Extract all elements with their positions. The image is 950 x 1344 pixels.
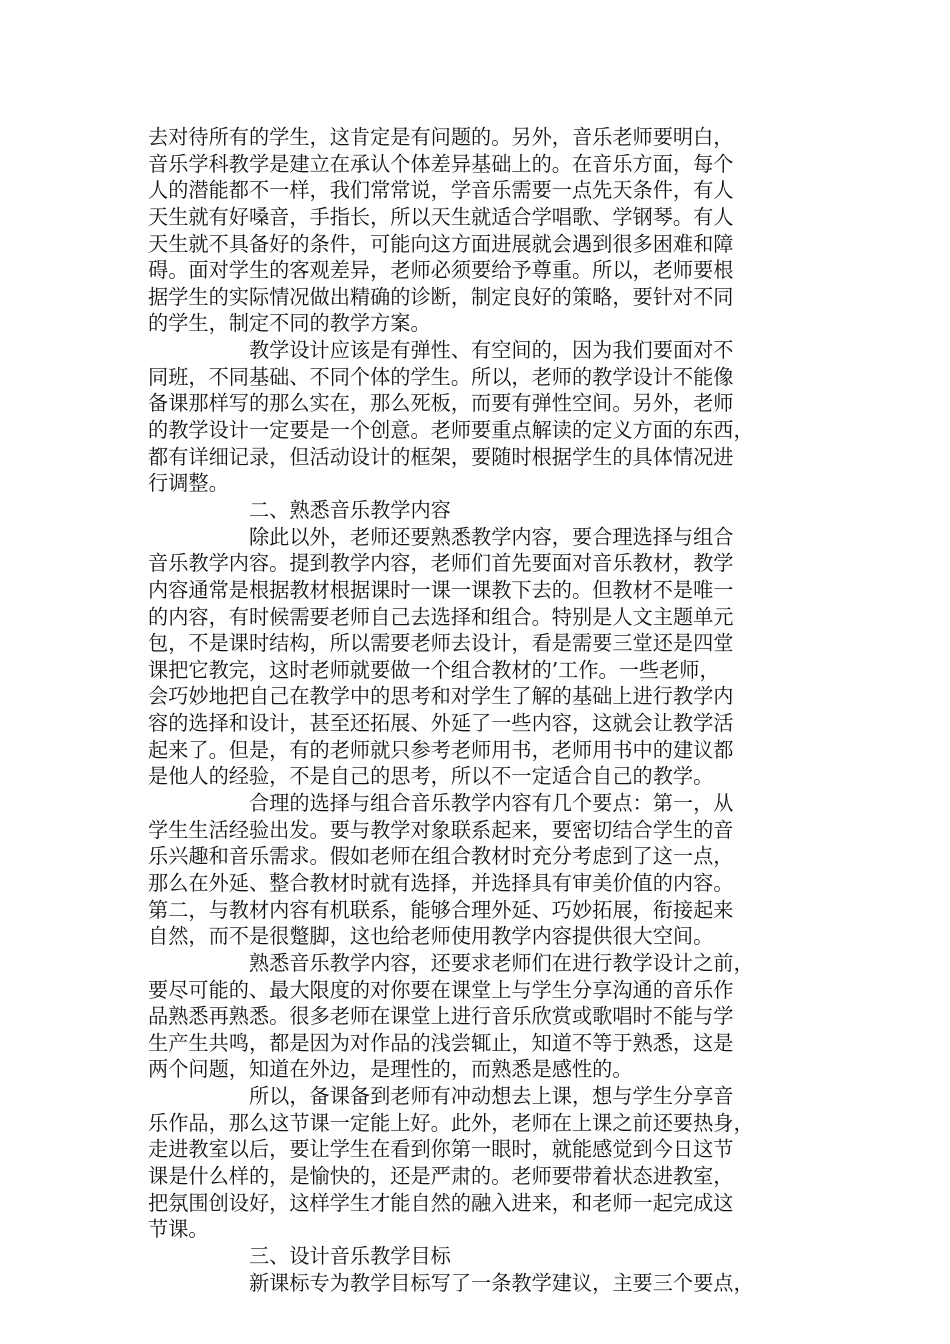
document-body	[148, 124, 820, 1296]
text-line: 乐作品，那么这节课一定能上好。此外，老师在上课之前还要热身，	[148, 1110, 754, 1135]
text-line: 熟悉音乐教学内容，还要求老师们在进行教学设计之前，	[148, 950, 754, 975]
text-line: 第二，与教材内容有机联系，能够合理外延、巧妙拓展，衔接起来	[148, 897, 734, 922]
text-line: 音乐教学内容。提到教学内容，老师们首先要面对音乐教材，教学	[148, 551, 734, 576]
text-line: 是他人的经验，不是自己的思考，所以不一定适合自己的教学。	[148, 764, 714, 789]
text-line: 天生就有好嗓音，手指长，所以天生就适合学唱歌、学钢琴。有人	[148, 204, 734, 229]
text-line: 据学生的实际情况做出精确的诊断，制定良好的策略，要针对不同	[148, 284, 734, 309]
text-line: 音乐学科教学是建立在承认个体差异基础上的。在音乐方面，每个	[148, 151, 734, 176]
text-line: 的内容，有时候需要老师自己去选择和组合。特别是人文主题单元	[148, 604, 734, 629]
text-line: 人的潜能都不一样，我们常常说，学音乐需要一点先天条件，有人	[148, 178, 734, 203]
text-line: 乐兴趣和音乐需求。假如老师在组合教材时充分考虑到了这一点，	[148, 844, 734, 869]
text-line: 那么在外延、整合教材时就有选择，并选择具有审美价值的内容。	[148, 870, 734, 895]
text-line: 把氛围创设好，这样学生才能自然的融入进来，和老师一起完成这	[148, 1190, 734, 1215]
text-line: 天生就不具备好的条件，可能向这方面进展就会遇到很多困难和障	[148, 231, 734, 256]
text-line: 包，不是课时结构，所以需要老师去设计，看是需要三堂还是四堂	[148, 631, 734, 656]
text-line: 会巧妙地把自己在教学中的思考和对学生了解的基础上进行教学内	[148, 684, 734, 709]
text-line: 的教学设计一定要是一个创意。老师要重点解读的定义方面的东西，	[148, 418, 754, 443]
text-line: 内容通常是根据教材根据课时一课一课教下去的。但教材不是唯一	[148, 577, 734, 602]
text-line: 课是什么样的，是愉快的，还是严肃的。老师要带着状态进教室，	[148, 1163, 734, 1188]
text-line: 生产生共鸣，都是因为对作品的浅尝辄止，知道不等于熟悉，这是	[148, 1030, 734, 1055]
text-line: 都有详细记录，但活动设计的框架，要随时根据学生的具体情况进	[148, 444, 734, 469]
text-line: 除此以外，老师还要熟悉教学内容，要合理选择与组合	[148, 524, 734, 549]
text-line: 所以，备课备到老师有冲动想去上课，想与学生分享音	[148, 1084, 734, 1109]
text-line: 容的选择和设计，甚至还拓展、外延了一些内容，这就会让教学活	[148, 711, 734, 736]
text-line: 二、熟悉音乐教学内容	[148, 497, 451, 522]
text-line: 行调整。	[148, 471, 229, 496]
text-line: 课把它教完，这时老师就要做一个组合教材的’工作。一些老师，	[148, 657, 720, 682]
text-line: 教学设计应该是有弹性、有空间的，因为我们要面对不	[148, 338, 734, 363]
text-line: 节课。	[148, 1217, 209, 1242]
text-line: 自然，而不是很蹩脚，这也给老师使用教学内容提供很大空间。	[148, 924, 714, 949]
text-line: 要尽可能的、最大限度的对你要在课堂上与学生分享沟通的音乐作	[148, 977, 734, 1002]
text-line: 两个问题，知道在外边，是理性的，而熟悉是感性的。	[148, 1057, 633, 1082]
text-line: 新课标专为教学目标写了一条教学建议，主要三个要点，	[148, 1270, 754, 1295]
text-line: 三、设计音乐教学目标	[148, 1243, 451, 1268]
text-line: 走进教室以后，要让学生在看到你第一眼时，就能感觉到今日这节	[148, 1137, 734, 1162]
text-line: 品熟悉再熟悉。很多老师在课堂上进行音乐欣赏或歌唱时不能与学	[148, 1004, 734, 1029]
text-line: 去对待所有的学生，这肯定是有问题的。另外，音乐老师要明白，	[148, 125, 734, 149]
text-line: 的学生，制定不同的教学方案。	[148, 311, 431, 336]
text-line: 起来了。但是，有的老师就只参考老师用书，老师用书中的建议都	[148, 737, 734, 762]
text-line: 同班，不同基础、不同个体的学生。所以，老师的教学设计不能像	[148, 364, 734, 389]
text-line: 备课那样写的那么实在，那么死板，而要有弹性空间。另外，老师	[148, 391, 734, 416]
text-line: 碍。面对学生的客观差异，老师必须要给予尊重。所以，老师要根	[148, 258, 734, 283]
text-line: 合理的选择与组合音乐教学内容有几个要点：第一，从	[148, 791, 734, 816]
text-line: 学生生活经验出发。要与教学对象联系起来，要密切结合学生的音	[148, 817, 734, 842]
